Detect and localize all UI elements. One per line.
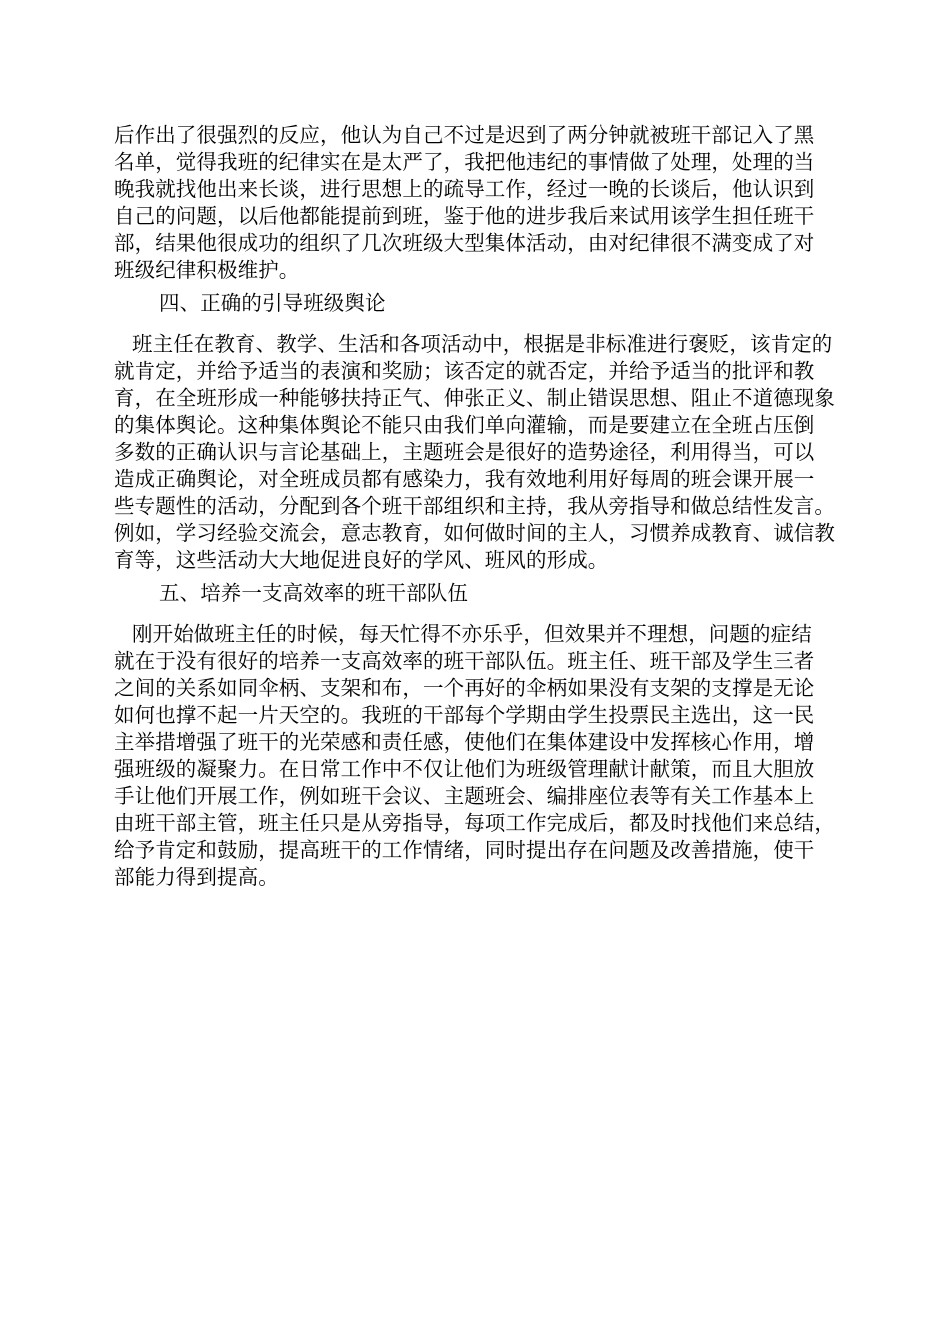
section-heading-5: 五、培养一支高效率的班干部队伍	[159, 581, 468, 605]
paragraph-1	[114, 122, 879, 284]
text-line: 育，在全班形成一种能够扶持正气、伸张正义、制止错误思想、阻止不道德现象	[114, 386, 835, 410]
text-line: 育等，这些活动大大地促进良好的学风、班风的形成。	[114, 548, 609, 572]
section-heading-4: 四、正确的引导班级舆论	[159, 291, 386, 315]
paragraph-3	[114, 621, 879, 891]
text-line: 自己的问题，以后他都能提前到班，鉴于他的进步我后来试用该学生担任班干	[114, 204, 815, 228]
text-line: 的集体舆论。这种集体舆论不能只由我们单向灌输，而是要建立在全班占压倒	[114, 413, 815, 437]
text-line: 由班干部主管，班主任只是从旁指导，每项工作完成后，都及时找他们来总结，	[114, 811, 835, 835]
text-line: 班级纪律积极维护。	[114, 258, 300, 282]
text-line: 名单，觉得我班的纪律实在是太严了，我把他违纪的事情做了处理，处理的当	[114, 150, 815, 174]
text-line: 主举措增强了班干的光荣感和责任感，使他们在集体建设中发挥核心作用，增	[114, 730, 815, 754]
text-line: 部能力得到提高。	[114, 865, 279, 889]
text-line: 给予肯定和鼓励，提高班干的工作情绪，同时提出存在问题及改善措施，使干	[114, 838, 815, 862]
text-line: 刚开始做班主任的时候，每天忙得不亦乐乎，但效果并不理想，问题的症结	[132, 622, 812, 646]
paragraph-2	[114, 331, 879, 574]
text-line: 多数的正确认识与言论基础上，主题班会是很好的造势途径，利用得当，可以	[114, 440, 815, 464]
text-line: 如何也撑不起一片天空的。我班的干部每个学期由学生投票民主选出，这一民	[114, 703, 815, 727]
text-line: 后作出了很强烈的反应，他认为自己不过是迟到了两分钟就被班干部记入了黑	[114, 123, 815, 147]
text-line: 班主任在教育、教学、生活和各项活动中，根据是非标准进行褒贬，该肯定的	[132, 332, 833, 356]
text-line: 就肯定，并给予适当的表演和奖励；该否定的就否定，并给予适当的批评和教	[114, 359, 815, 383]
text-line: 强班级的凝聚力。在日常工作中不仅让他们为班级管理献计献策，而且大胆放	[114, 757, 815, 781]
text-line: 手让他们开展工作，例如班干会议、主题班会、编排座位表等有关工作基本上	[114, 784, 815, 808]
text-line: 之间的关系如同伞柄、支架和布，一个再好的伞柄如果没有支架的支撑是无论	[114, 676, 815, 700]
text-line: 晚我就找他出来长谈，进行思想上的疏导工作，经过一晚的长谈后，他认识到	[114, 177, 815, 201]
text-line: 例如，学习经验交流会，意志教育，如何做时间的主人，习惯养成教育、诚信教	[114, 521, 835, 545]
text-line: 造成正确舆论，对全班成员都有感染力，我有效地利用好每周的班会课开展一	[114, 467, 815, 491]
document-body	[114, 122, 879, 891]
text-line: 部，结果他很成功的组织了几次班级大型集体活动，由对纪律很不满变成了对	[114, 231, 815, 255]
text-line: 些专题性的活动，分配到各个班干部组织和主持，我从旁指导和做总结性发言。	[114, 494, 835, 518]
text-line: 就在于没有很好的培养一支高效率的班干部队伍。班主任、班干部及学生三者	[114, 649, 815, 673]
